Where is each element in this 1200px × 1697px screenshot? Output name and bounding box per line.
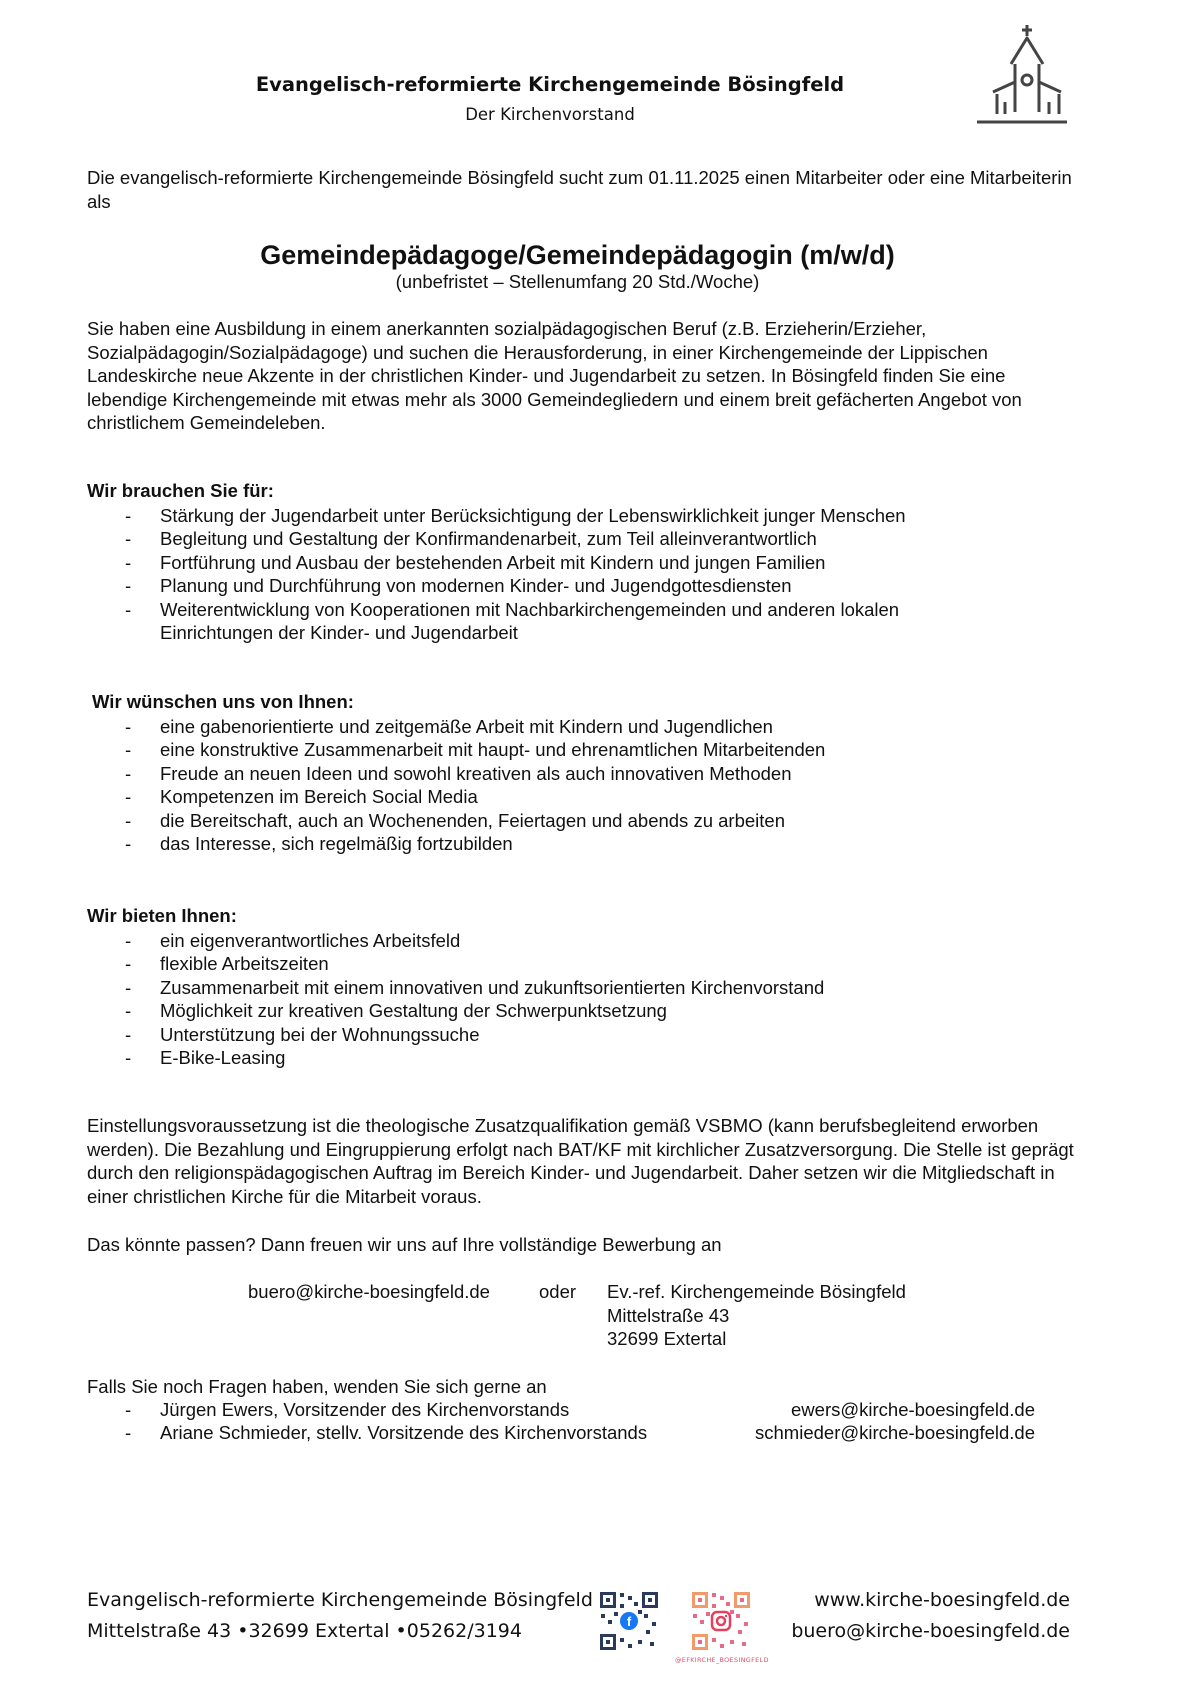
list-item: - E-Bike-Leasing	[125, 1047, 286, 1069]
description-paragraph: Sie haben eine Ausbildung in einem anerkannten sozialpädagogischen Beruf (z.B. Erzieherin/Erzieher, Sozialpädagogin/Sozialpädagoge) und suchen die Herausforderung, in einer Kirchengemeinde der Lippischen Landeskirche neue Akzente in der christlichen Kinder- und Jugendarbeit zu setzen. In Bösingfeld finden Sie eine lebendige Kirchengemeinde mit etwas mehr als 3000 Gemeindegliedern und einem breit gefächerten Angebot von christlichem Gemeindeleben.	[87, 318, 1022, 433]
section-heading-needs: Wir brauchen Sie für:	[87, 480, 274, 501]
list-item: - ein eigenverantwortliches Arbeitsfeld	[125, 930, 461, 951]
list-item: - Begleitung und Gestaltung der Konfirmandenarbeit, zum Teil alleinverantwortlich	[125, 528, 817, 550]
contact-item: - Jürgen Ewers, Vorsitzender des Kirchenvorstands ewers@kirche-boesingfeld.de	[125, 1399, 1035, 1420]
contact-name: Ariane Schmieder, stellv. Vorsitzende des Kirchenvorstands	[160, 1422, 648, 1444]
church-logo-icon	[975, 22, 1070, 130]
intro-paragraph: Die evangelisch-reformierte Kirchengemeinde Bösingfeld sucht zum 01.11.2025 einen Mitarbeiter oder eine Mitarbeiterin als	[87, 167, 1072, 212]
footer-website-link[interactable]: www.kirche-boesingfeld.de	[814, 1589, 1070, 1611]
contact-name: Jürgen Ewers, Vorsitzender des Kirchenvorstands	[160, 1399, 570, 1420]
list-item: - flexible Arbeitszeiten	[125, 953, 329, 975]
apply-prompt: Das könnte passen? Dann freuen wir uns auf Ihre vollständige Bewerbung an	[87, 1234, 722, 1255]
board-subheading: Der Kirchenvorstand	[465, 105, 635, 124]
application-email[interactable]: buero@kirche-boesingfeld.de	[248, 1281, 490, 1302]
job-title: Gemeindepädagoge/Gemeindepädagogin (m/w/d)	[260, 240, 895, 270]
list-item: - Kompetenzen im Bereich Social Media	[125, 786, 478, 808]
footer-address	[87, 1585, 593, 1647]
job-subtitle: (unbefristet – Stellenumfang 20 Std./Woche)	[395, 271, 760, 292]
wishes-list	[0, 715, 1000, 855]
footer-address-line: Mittelstraße 43 •32699 Extertal •05262/3194	[87, 1620, 522, 1642]
list-item: - eine konstruktive Zusammenarbeit mit haupt- und ehrenamtlichen Mitarbeitenden	[125, 739, 826, 761]
needs-list	[0, 504, 1000, 644]
contact-email[interactable]: schmieder@kirche-boesingfeld.de	[755, 1422, 1035, 1444]
footer-email-link[interactable]: buero@kirche-boesingfeld.de	[791, 1620, 1070, 1642]
or-label: oder	[539, 1281, 577, 1302]
church-name-heading: Evangelisch-reformierte Kirchengemeinde Bösingfeld	[255, 73, 845, 96]
list-item: - eine gabenorientierte und zeitgemäße Arbeit mit Kindern und Jugendlichen	[125, 716, 773, 737]
address-line: 32699 Extertal	[607, 1328, 727, 1349]
list-item: - das Interesse, sich regelmäßig fortzubilden	[125, 833, 513, 855]
offers-list	[0, 929, 1000, 1069]
questions-prompt: Falls Sie noch Fragen haben, wenden Sie sich gerne an	[87, 1376, 547, 1397]
address-line: Mittelstraße 43	[607, 1304, 730, 1326]
list-item: - Zusammenarbeit mit einem innovativen und zukunftsorientierten Kirchenvorstand	[125, 976, 825, 998]
section-heading-offers: Wir bieten Ihnen:	[87, 905, 237, 926]
requirements-paragraph: Einstellungsvoraussetzung ist die theologische Zusatzqualifikation gemäß VSBMO (kann berufsbegleitend erworben werden). Die Bezahlung und Eingruppierung erfolgt nach BAT/KF mit kirchlicher Zusatzversorgung. Die Stelle ist geprägt durch den religionspädagogischen Auftrag im Bereich Kinder- und Jugendarbeit. Daher setzen wir die Mitgliedschaft in einer christlichen Kirche für die Mitarbeit voraus.	[87, 1115, 1074, 1207]
list-item: - Unterstützung bei der Wohnungssuche	[125, 1023, 480, 1045]
instagram-qr-icon[interactable]	[690, 1590, 752, 1652]
list-item: - Fortführung und Ausbau der bestehenden Arbeit mit Kindern und jungen Familien	[125, 551, 826, 573]
list-item: - Planung und Durchführung von modernen Kinder- und Jugendgottesdiensten	[125, 575, 792, 597]
address-line: Ev.-ref. Kirchengemeinde Bösingfeld	[607, 1281, 906, 1302]
footer-org-name: Evangelisch-reformierte Kirchengemeinde Bösingfeld	[87, 1589, 593, 1611]
svg-text:f: f	[626, 1614, 632, 1629]
list-item: - Stärkung der Jugendarbeit unter Berücksichtigung der Lebenswirklichkeit junger Menschen	[125, 505, 906, 526]
contact-email[interactable]: ewers@kirche-boesingfeld.de	[791, 1399, 1035, 1420]
contacts-list	[0, 1398, 1035, 1445]
facebook-qr-icon[interactable]	[598, 1590, 660, 1652]
application-address	[607, 1280, 906, 1351]
list-item: - Freude an neuen Ideen und sowohl kreativen als auch innovativen Methoden	[125, 762, 792, 784]
contact-item: - Ariane Schmieder, stellv. Vorsitzende des Kirchenvorstands schmieder@kirche-boesingfeld.de	[125, 1422, 1035, 1444]
list-item: - Möglichkeit zur kreativen Gestaltung der Schwerpunktsetzung	[125, 1000, 667, 1022]
instagram-handle-caption: @EFKIRCHE_BOESINGFELD	[675, 1656, 769, 1664]
footer-contact	[791, 1585, 1070, 1647]
list-item: - die Bereitschaft, auch an Wochenenden, Feiertagen und abends zu arbeiten	[125, 809, 785, 831]
list-item: - Weiterentwicklung von Kooperationen mit Nachbarkirchengemeinden und anderen lokalen Einrichtungen der Kinder- und Jugendarbeit	[125, 598, 900, 644]
section-heading-wishes: Wir wünschen uns von Ihnen:	[92, 691, 354, 712]
